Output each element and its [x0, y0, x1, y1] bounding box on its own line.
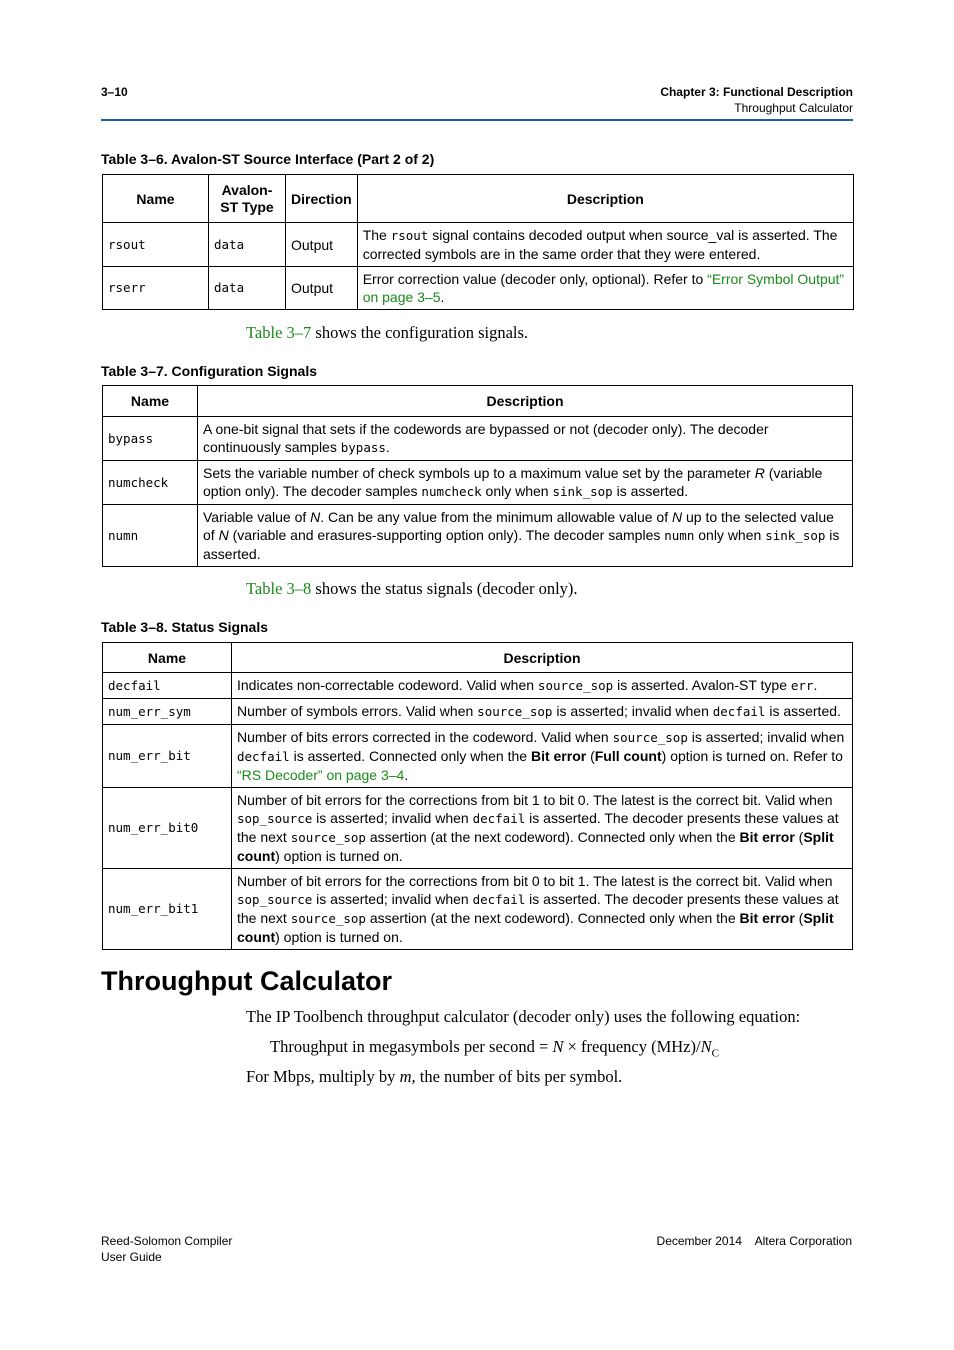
signal-direction: Output [286, 267, 358, 310]
table37-header-name: Name [103, 386, 198, 417]
table-row [103, 673, 853, 699]
table38-header-description: Description [232, 643, 853, 673]
signal-description: Number of bit errors for the corrections from bit 1 to bit 0. The latest is the correct bit. Valid when sop_source is asserted; invalid when decfail is asserted. The decoder presents these values at the next source_sop assertion (at the next codeword). Connected only when the Bit error (Split count) option is turned on. [232, 788, 853, 869]
table38-caption: Table 3–8. Status Signals [101, 619, 269, 635]
table36-header-direction: Direction [286, 175, 358, 223]
signal-name: num_err_sym [103, 699, 232, 725]
signal-name: num_err_bit0 [103, 788, 232, 869]
signal-description: The rsout signal contains decoded output when source_val is asserted. The corrected symbols are in the same order that they were entered. [357, 223, 853, 267]
table37-header-description: Description [198, 386, 853, 417]
section-heading: Throughput Calculator [101, 966, 392, 996]
header-rule [101, 119, 853, 121]
table-row [103, 725, 853, 788]
table36-header-name: Name [103, 175, 209, 223]
signal-description: A one-bit signal that sets if the codewords are bypassed or not (decoder only). The decoder continuously samples bypass. [198, 417, 853, 461]
table37-caption: Table 3–7. Configuration Signals [101, 363, 317, 379]
signal-description: Sets the variable number of check symbols up to a maximum value set by the parameter R (variable option only). The decoder samples numcheck only when sink_sop is asserted. [198, 461, 853, 505]
table-row [103, 505, 853, 567]
page-number: 3–10 [101, 85, 128, 99]
signal-name: decfail [103, 673, 232, 699]
signal-name: rserr [103, 267, 209, 310]
table-row [103, 267, 854, 310]
table37-link[interactable]: Table 3–7 [246, 323, 312, 342]
table37 [102, 385, 853, 567]
table-row [103, 223, 854, 267]
table38-link[interactable]: Table 3–8 [246, 579, 312, 598]
signal-name: bypass [103, 417, 198, 461]
signal-name: numcheck [103, 461, 198, 505]
footer-doc: User Guide [101, 1250, 162, 1264]
rs-decoder-link[interactable]: “RS Decoder” on page 3–4 [237, 767, 405, 783]
table-row [103, 461, 853, 505]
signal-name: rsout [103, 223, 209, 267]
signal-description: Number of bits errors corrected in the codeword. Valid when source_sop is asserted; invalid when decfail is asserted. Connected only when the Bit error (Full count) option is turned on. Refer to “RS Decoder” on page 3–4. [232, 725, 853, 788]
table38 [102, 642, 853, 950]
throughput-equation: Throughput in megasymbols per second = N × frequency $(MHz)/N_C$ [270, 1037, 719, 1060]
table-row [103, 699, 853, 725]
running-header [660, 84, 853, 116]
intro-table38: Table 3–8 shows the status signals (decoder only). [246, 579, 578, 598]
signal-direction: Output [286, 223, 358, 267]
signal-description: Variable value of N. Can be any value from the minimum allowable value of N up to the selected value of N (variable and erasures-supporting option only). The decoder samples numn only when sink_sop is asserted. [198, 505, 853, 567]
signal-name: num_err_bit [103, 725, 232, 788]
table36 [102, 174, 854, 310]
section-paragraph-mbps: For Mbps, multiply by m, the number of bits per symbol. [246, 1067, 623, 1086]
table-row [103, 869, 853, 950]
signal-description: Error correction value (decoder only, optional). Refer to “Error Symbol Output” on page 3–5. [357, 267, 853, 310]
signal-name: num_err_bit1 [103, 869, 232, 950]
footer-left [101, 1233, 232, 1265]
signal-description: Indicates non-correctable codeword. Valid when source_sop is asserted. Avalon-ST type err. [232, 673, 853, 699]
error-symbol-output-link[interactable]: “Error Symbol Output” on page 3–5 [362, 271, 845, 305]
signal-description: Number of bit errors for the corrections from bit 0 to bit 1. The latest is the correct bit. Valid when sop_source is asserted; invalid when decfail is asserted. The decoder presents these values at the next source_sop assertion (at the next codeword). Connected only when the Bit error (Split count) option is turned on. [232, 869, 853, 950]
signal-name: numn [103, 505, 198, 567]
table36-header-description: Description [357, 175, 853, 223]
footer-right: December 2014 Altera Corporation [656, 1234, 852, 1248]
table-row [103, 788, 853, 869]
table-row [103, 417, 853, 461]
signal-description: Number of symbols errors. Valid when source_sop is asserted; invalid when decfail is asserted. [232, 699, 853, 725]
table36-header-type: Avalon-ST Type [209, 175, 286, 223]
footer-product: Reed-Solomon Compiler [101, 1234, 233, 1248]
section-paragraph: The IP Toolbench throughput calculator (decoder only) uses the following equation: [246, 1007, 801, 1026]
intro-table37: Table 3–7 shows the configuration signals. [246, 323, 529, 342]
table36-caption: Table 3–6. Avalon-ST Source Interface (Part 2 of 2) [101, 151, 435, 167]
signal-type: data [209, 223, 286, 267]
section-title: Throughput Calculator [734, 101, 853, 115]
chapter-title: Chapter 3: Functional Description [660, 85, 853, 99]
signal-type: data [209, 267, 286, 310]
table38-header-name: Name [103, 643, 232, 673]
